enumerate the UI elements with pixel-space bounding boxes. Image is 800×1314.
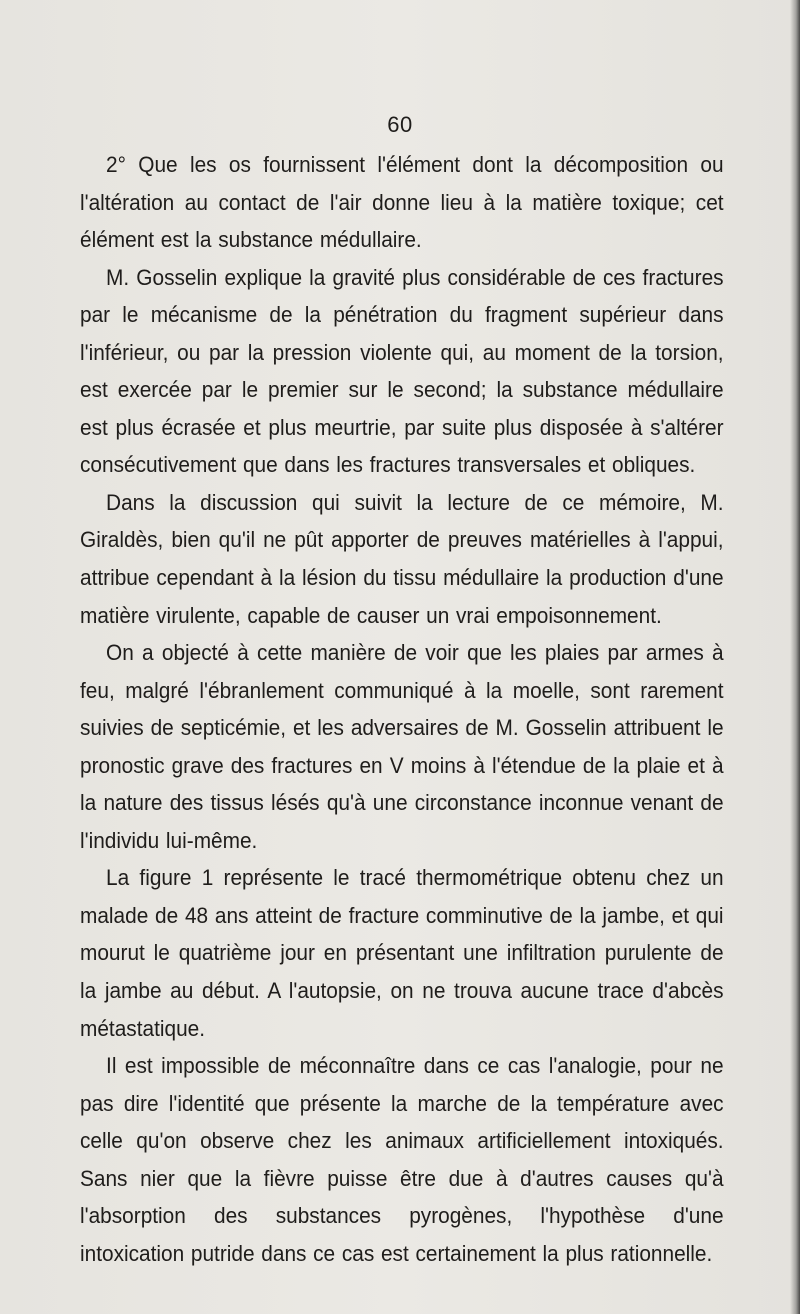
paragraph-3: Dans la discussion qui suivit la lecture de ce mémoire, M. Giraldès, bien qu'il ne pût apporter de preuves matérielles à l'appui, attribue cependant à la lésion du tissu médullaire la production d'une matière virulente, capable de causer un vrai empoisonnement. <box>80 489 724 628</box>
page-number: 60 <box>387 112 413 137</box>
paragraph-2: M. Gosselin explique la gravité plus considérable de ces fractures par le mécanisme de la pénétration du fragment supérieur dans l'inférieur, ou par la pression violente qui, au moment de la torsion, est exercée par le premier sur le second; la substance médullaire est plus écrasée et plus meurtrie, par suite plus disposée à s'altérer consécutivement que dans les fractures transversales et obliques. <box>80 264 724 478</box>
paragraph-6: Il est impossible de méconnaître dans ce cas l'analogie, pour ne pas dire l'identité que présente la marche de la température avec celle qu'on observe chez les animaux artificiellement intoxiqués. Sans nier que la fièvre puisse être due à d'autres causes qu'à l'absorption des substances pyrogènes, l'hypothèse d'une intoxication putride dans ce cas est certainement la plus rationnelle. <box>80 1053 724 1266</box>
paragraph-4: On a objecté à cette manière de voir que les plaies par armes à feu, malgré l'ébranlement communiqué à la moelle, sont rarement suivies de septicémie, et les adversaires de M. Gosselin attribuent le pronostic grave des fractures en V moins à l'étendue de la plaie et à la nature des tissus lésés qu'à une circonstance inconnue venant de l'individu lui-même. <box>80 640 724 853</box>
body-text <box>80 146 724 1272</box>
paragraph-1: 2° Que les os fournissent l'élément dont la décomposition ou l'altération au contact de l'air donne lieu à la matière toxique; cet élément est la substance médullaire. <box>80 152 724 253</box>
page-edge-shadow <box>790 0 800 1314</box>
paragraph-5: La figure 1 représente le tracé thermométrique obtenu chez un malade de 48 ans atteint de fracture comminutive de la jambe, et qui mourut le quatrième jour en présentant une infiltration purulente de la jambe au début. A l'autopsie, on ne trouva aucune trace d'abcès métastatique. <box>80 865 724 1041</box>
